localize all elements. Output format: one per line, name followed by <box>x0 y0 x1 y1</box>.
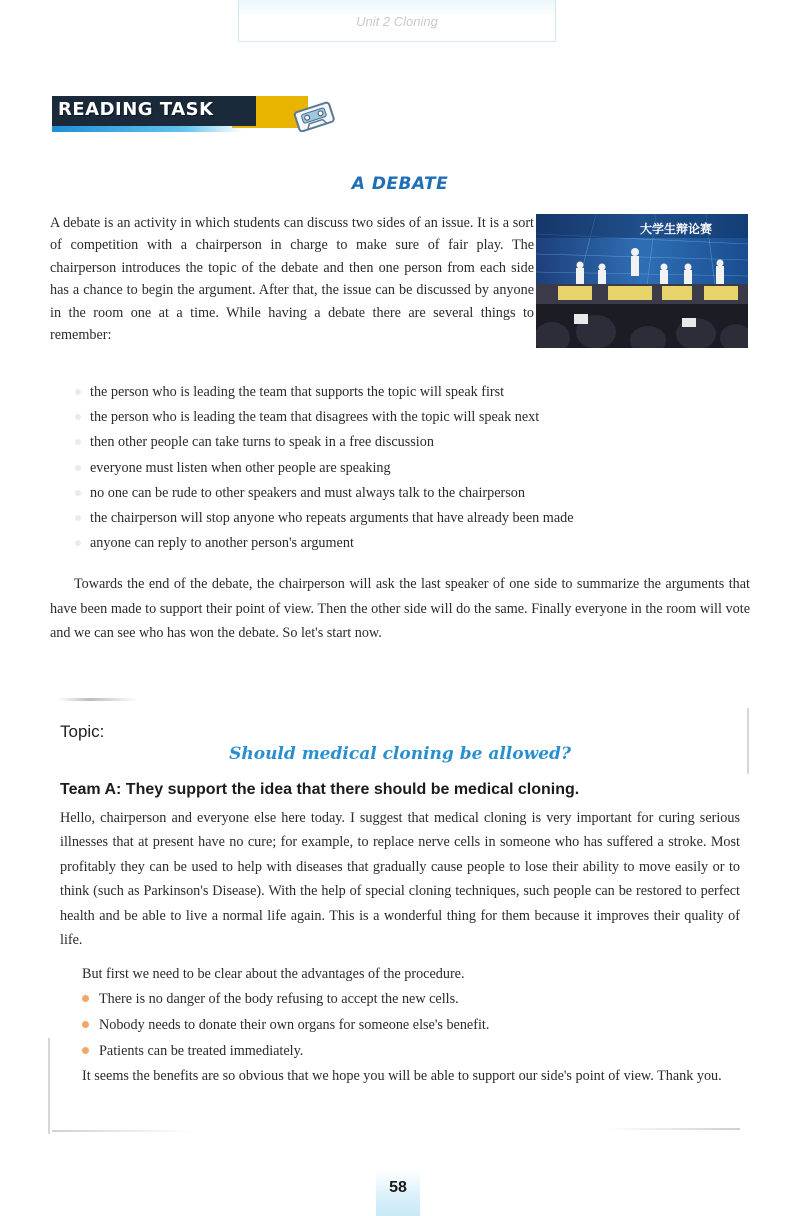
list-item <box>75 380 775 405</box>
debate-photo <box>536 214 748 348</box>
rule-text: everyone must listen when other people are speaking <box>90 459 391 476</box>
bottom-divider-right <box>606 1128 740 1130</box>
advantages-intro: But first we need to be clear about the advantages of the procedure. <box>82 966 465 982</box>
bullet-dot-icon <box>82 1047 89 1054</box>
debate-photo-illustration <box>536 214 748 348</box>
bullet-dot-icon <box>75 490 81 496</box>
bottom-divider-left <box>52 1130 192 1132</box>
bullet-dot-icon <box>75 465 81 471</box>
photo-sign-text: 大学生辩论赛 <box>640 222 713 236</box>
list-item <box>75 430 775 455</box>
list-item <box>82 1038 742 1064</box>
list-item <box>75 456 775 481</box>
list-item <box>82 986 742 1012</box>
cassette-tape-icon <box>292 100 336 132</box>
advantage-text: Patients can be treated immediately. <box>99 1043 304 1059</box>
bullet-dot-icon <box>82 1021 89 1028</box>
rule-text: then other people can take turns to speak in a free discussion <box>90 434 434 451</box>
frame-line-right <box>747 708 749 774</box>
bullet-dot-icon <box>75 389 81 395</box>
page-number: 58 <box>376 1170 420 1216</box>
debate-title: A DEBATE <box>351 174 449 194</box>
bullet-dot-icon <box>75 540 81 546</box>
rule-text: no one can be rude to other speakers and must always talk to the chairperson <box>90 484 525 501</box>
unit-header: Unit 2 Cloning <box>238 0 556 42</box>
debate-rules-list <box>75 380 775 556</box>
bullet-dot-icon <box>75 414 81 420</box>
topic-label: Topic: <box>60 722 105 741</box>
debate-question: Should medical cloning be allowed? <box>229 744 571 764</box>
banner-tail-bar <box>52 126 242 132</box>
frame-line-left <box>48 1038 50 1134</box>
section-divider <box>58 698 138 701</box>
advantages-list <box>82 986 742 1064</box>
rule-text: the chairperson will stop anyone who repeats arguments that have already been made <box>90 510 574 527</box>
list-item <box>82 1012 742 1038</box>
bullet-dot-icon <box>82 995 89 1002</box>
list-item <box>75 531 775 556</box>
list-item <box>75 481 775 506</box>
team-a-heading: Team A: They support the idea that there should be medical cloning. <box>60 781 580 798</box>
bullet-dot-icon <box>75 439 81 445</box>
list-item <box>75 506 775 531</box>
rule-text: the person who is leading the team that supports the topic will speak first <box>90 384 505 400</box>
benefits-paragraph: It seems the benefits are so obvious that we hope you will be able to support our side's point of view. Thank you. <box>82 1068 722 1084</box>
reading-task-banner <box>52 96 260 134</box>
rule-text: the person who is leading the team that disagrees with the topic will speak next <box>90 409 540 426</box>
team-a-speech: Hello, chairperson and everyone else here today. I suggest that medical cloning is very important for curing serious illnesses that at present have no cure; for example, to replace nerve cells in someone who has suffered a stroke. Most profitably they can be used to help with diseases that gradually cause people to lose their ability to move easily or to think (such as Parkinson's Disease). With the help of special cloning techniques, such people can be restored to perfect health and be able to live a normal life again. This is a wonderful thing for them because it improves their quality of life. <box>60 810 740 949</box>
bullet-dot-icon <box>75 515 81 521</box>
intro-paragraph: A debate is an activity in which students can discuss two sides of an issue. It is a sort of competition with a chairperson in charge to make sure of fair play. The chairperson introduces the topic of the debate and then one person from each side has a chance to begin the argument. After that, the issue can be discussed by anyone in the room one at a time. While having a debate there are several things to remember: <box>50 215 534 344</box>
list-item <box>75 405 775 430</box>
banner-label: READING TASK <box>58 99 214 120</box>
advantage-text: Nobody needs to donate their own organs for someone else's benefit. <box>99 1017 490 1033</box>
advantage-text: There is no danger of the body refusing to accept the new cells. <box>99 991 459 1007</box>
rule-text: anyone can reply to another person's argument <box>90 535 354 552</box>
closing-paragraph: Towards the end of the debate, the chairperson will ask the last speaker of one side to summarize the arguments that have been made to support their point of view. Then the other side will do the same. Finally everyone in the room will vote and we can see who has won the debate. So let's start now. <box>50 576 750 642</box>
